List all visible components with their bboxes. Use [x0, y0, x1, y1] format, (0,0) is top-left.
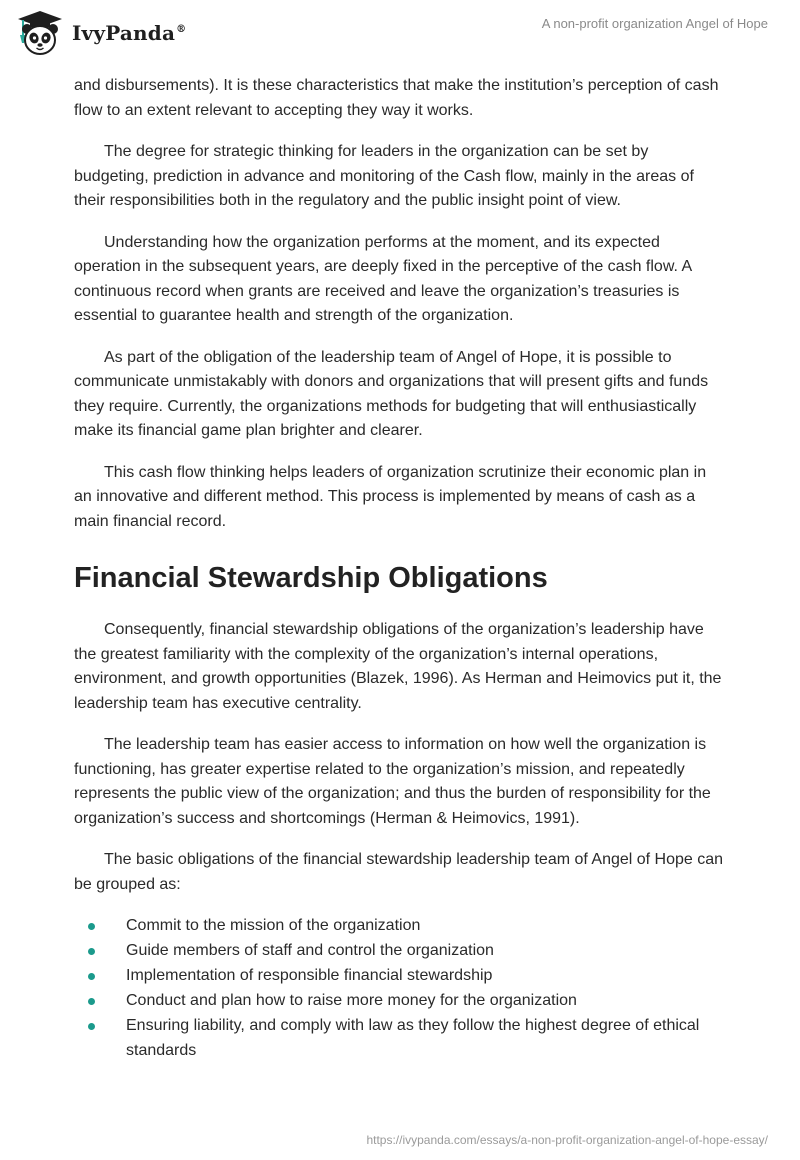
source-url[interactable]: https://ivypanda.com/essays/a-non-profit-organization-angel-of-hope-essay/: [366, 1133, 768, 1147]
paragraph: The degree for strategic thinking for leaders in the organization can be set by budgeting, prediction in advance and monitoring of the Cash flow, mainly in the areas of their responsibilities both in the regulatory and the public insight point of view.: [74, 143, 694, 209]
logo-wordmark: IvyPanda®: [72, 21, 187, 45]
paragraph: and disbursements). It is these characteristics that make the institution’s perception of cash flow to an extent relevant to accepting they way it works.: [74, 77, 719, 119]
bullet-dot-icon: [88, 923, 95, 930]
paragraph: This cash flow thinking helps leaders of organization scrutinize their economic plan in an innovative and different method. This process is implemented by means of cash as a main financial record.: [74, 463, 707, 530]
paragraph: The leadership team has easier access to information on how well the organization is functioning, has greater expertise related to the organization’s mission, and repeatedly represents the public view of the organization; and thus the burden of responsibility for the organization’s success and shortcomings (Herman & Heimovics, 1991).: [74, 736, 711, 827]
paragraph: Understanding how the organization performs at the moment, and its expected operation in the subsequent years, are deeply fixed in the perceptive of the cash flow. A continuous record when grants are received and leave the organization’s treasuries is essential to guarantee health and strength of the organization.: [74, 233, 692, 324]
bullet-dot-icon: [88, 1023, 95, 1030]
list-item: Guide members of staff and control the organization: [74, 939, 726, 964]
paragraph: Consequently, financial stewardship obligations of the organization’s leadership have the greatest familiarity with the complexity of the organization’s internal operations, environment, and growth opportunities (Blazek, 1996). As Herman and Heimovics put it, the leadership team has executive centrality.: [74, 621, 722, 712]
list-item: Ensuring liability, and comply with law as they follow the highest degree of ethical standards: [74, 1014, 726, 1063]
list-item: Commit to the mission of the organization: [74, 914, 726, 939]
article-body: [74, 74, 726, 1064]
obligations-list: [74, 914, 726, 1063]
panda-graduate-icon: [14, 9, 66, 57]
list-item: Implementation of responsible financial stewardship: [74, 964, 726, 989]
document-title: A non-profit organization Angel of Hope: [541, 16, 768, 31]
ivypanda-logo[interactable]: [14, 8, 186, 58]
bullet-dot-icon: [88, 973, 95, 980]
section-heading: Financial Stewardship Obligations: [74, 562, 548, 594]
paragraph: The basic obligations of the financial stewardship leadership team of Angel of Hope can be grouped as:: [74, 851, 724, 893]
bullet-dot-icon: [88, 948, 95, 955]
page-header: [0, 0, 800, 66]
bullet-dot-icon: [88, 998, 95, 1005]
list-item: Conduct and plan how to raise more money for the organization: [74, 989, 726, 1014]
paragraph: As part of the obligation of the leadership team of Angel of Hope, it is possible to communicate unmistakably with donors and organizations that will present gifts and funds they require. Currently, the organizations methods for budgeting that will enthusiastically make its financial game plan brighter and clearer.: [74, 348, 709, 439]
